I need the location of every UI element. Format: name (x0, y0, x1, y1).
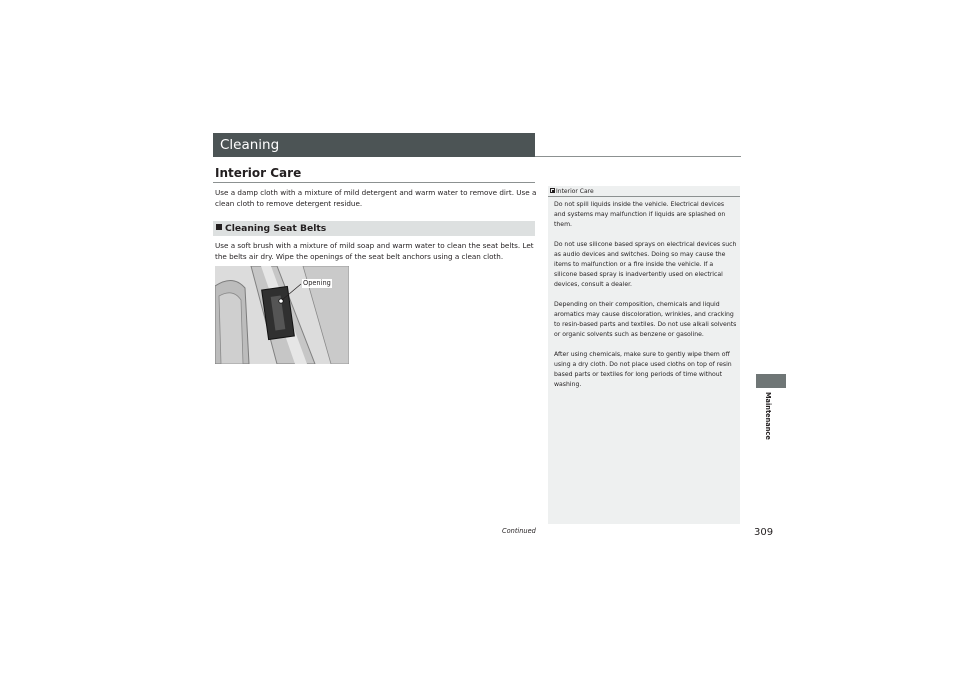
section-divider (213, 182, 535, 183)
chapter-side-label: Maintenance (764, 392, 772, 440)
chapter-divider (535, 156, 741, 157)
note-body (554, 200, 737, 400)
subheading (216, 222, 326, 235)
note-paragraph: Do not use silicone based sprays on electrical devices such as audio devices and switches. Doing so may cause the items to malfunction or a fire inside the vehicle. If a silicone based spray is inadvertently used on electrical devices, consult a dealer. (554, 241, 737, 288)
seat-belt-paragraph: Use a soft brush with a mixture of mild soap and warm water to clean the seat belts. Let the belts air dry. Wipe the openings of the seat belt anchors using a clean cloth. (215, 241, 534, 261)
intro-paragraph: Use a damp cloth with a mixture of mild detergent and warm water to remove dirt. Use a clean cloth to remove detergent residue. (215, 188, 537, 208)
subheading-text: Cleaning Seat Belts (225, 223, 327, 234)
figure-callout-opening: Opening (303, 279, 331, 287)
square-bullet-icon (216, 224, 222, 230)
note-paragraph: Depending on their composition, chemicals and liquid aromatics may cause discoloration, wrinkles, and cracking to resin-based parts and textiles. Do not use alkali solvents or organic solvents such as benzene or gasoline. (554, 301, 737, 338)
section-title: Interior Care (215, 166, 302, 180)
page-number: 309 (754, 527, 774, 538)
note-divider (548, 196, 740, 197)
continued-label: Continued (502, 527, 536, 535)
chapter-thumb-tab (756, 374, 786, 388)
note-paragraph: Do not spill liquids inside the vehicle. Electrical devices and systems may malfunction if liquids are splashed on them. (554, 201, 726, 228)
note-heading (550, 188, 594, 196)
note-paragraph: After using chemicals, make sure to gently wipe them off using a dry cloth. Do not place used cloths on top of resin based parts or textiles for long periods of time without washing. (554, 351, 732, 388)
chapter-title: Cleaning (220, 137, 280, 153)
note-title: Interior Care (556, 188, 594, 195)
reference-marker-icon (550, 188, 555, 193)
